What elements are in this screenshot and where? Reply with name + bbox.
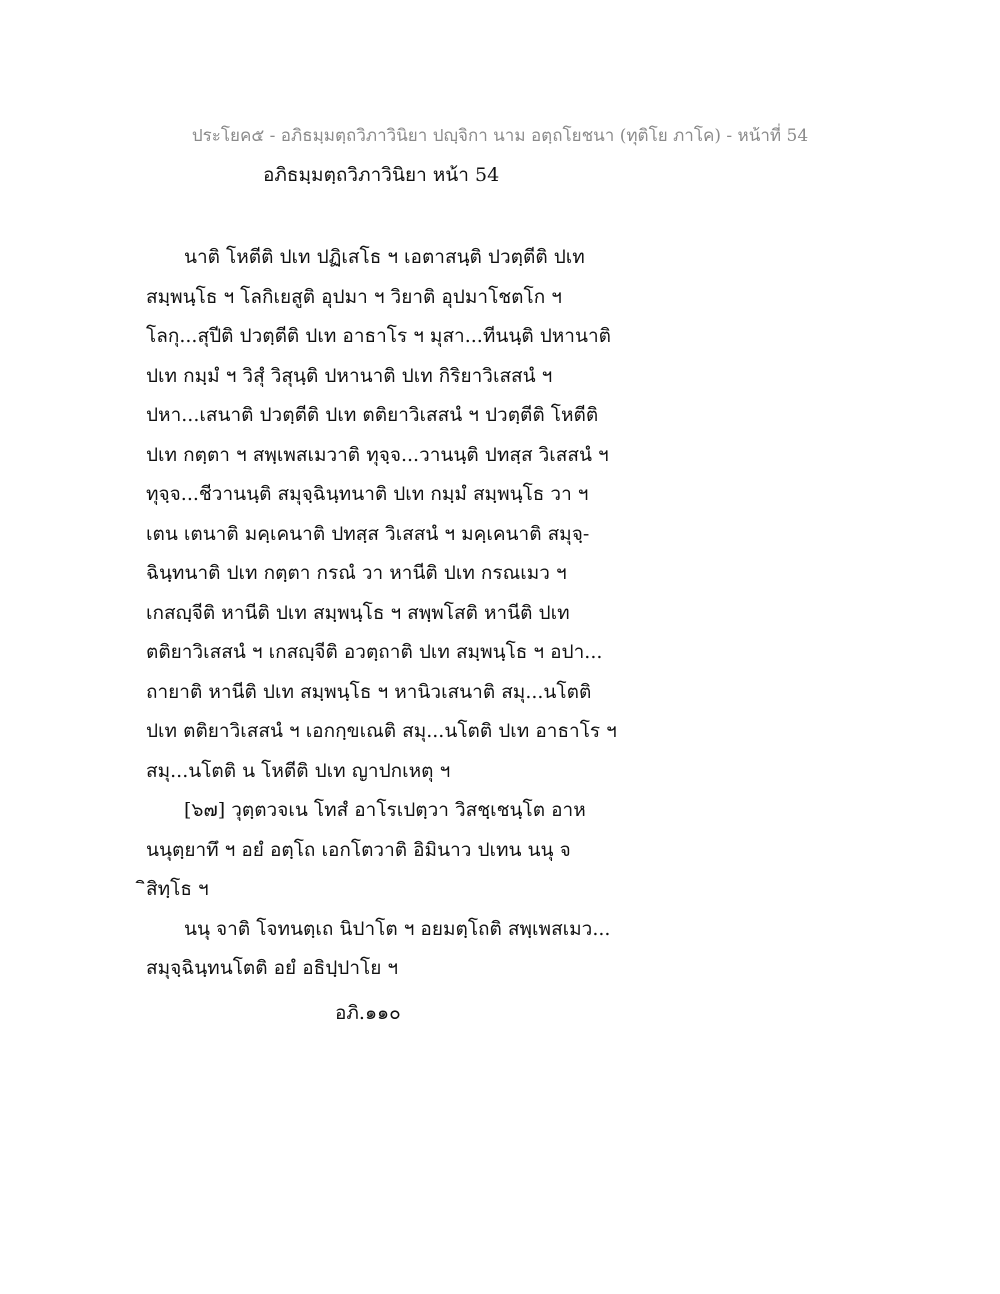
text-line: ถายาติ หานีติ ปเท สมฺพนฺโธ ฯ หานิวเสนาติ สมุ...นโตติ — [146, 680, 592, 703]
text-line: ฉินฺทนาติ ปเท กตฺตา กรณํ วา หานีติ ปเท กรณเมว ฯ — [146, 562, 567, 584]
text-line: ตติยาวิเสสนํ ฯ เกสญฺจีติ อวตฺถาติ ปเท สมฺพนฺโธ ฯ อปา... — [146, 641, 603, 663]
text-line: เกสญฺจีติ หานีติ ปเท สมฺพนฺโธ ฯ สพฺพโสติ หานีติ ปเท — [146, 601, 570, 624]
running-header-text: ประโยค๕ - อภิธมฺมตฺถวิภาวินิยา ปญฺจิกา นาม อตฺถโยชนา (ทุติโย ภาโค) - หน้าที่ 54 — [191, 126, 809, 146]
text-line: นนุ จาติ โจทนตฺเถ นิปาโต ฯ อยมตฺโถติ สพฺเพสเมว... — [184, 917, 611, 940]
text-line: ิสิทฺโธ ฯ — [146, 878, 209, 900]
text-line: เตน เตนาติ มคฺเคนาติ ปทสฺส วิเสสนํ ฯ มคฺเคนาติ สมุจฺ- — [146, 522, 590, 545]
text-line: สมุ...นโตติ น โหตีติ ปเท ญาปกเหตุ ฯ — [146, 759, 451, 782]
text-line: นาติ โหตีติ ปเท ปฏิเสโธ ฯ เอตาสนฺติ ปวตฺตีติ ปเท — [184, 246, 585, 268]
text-line: โลกุ...สุปีติ ปวตฺตีติ ปเท อาธาโร ฯ มุสา...ทีนนฺติ ปหานาติ — [146, 325, 611, 347]
text-line: ปเท กตฺตา ฯ สพฺเพสเมวาติ ทุจฺจ...วานนฺติ ปทสฺส วิเสสนํ ฯ — [146, 443, 609, 466]
text-line: นนุตฺยาทึ ฯ อยํ อตฺโถ เอกโตวาติ อิมินาว ปเทน นนุ จ — [146, 838, 571, 861]
text-line: [๖๗] วุตฺตวจเน โทสํ อาโรเปตฺวา วิสชฺเชนฺโต อาห — [184, 799, 586, 821]
running-header — [0, 122, 1000, 149]
page-footer: อภิ.๑๑๐ — [335, 1002, 401, 1024]
text-line: สมุจฺฉินฺทนโตติ อยํ อธิปฺปาโย ฯ — [146, 957, 399, 979]
body-text — [146, 238, 646, 989]
text-line: ปหา...เสนาติ ปวตฺตีติ ปเท ตติยาวิเสสนํ ฯ ปวตฺตีติ โหตีติ — [146, 404, 599, 426]
text-line: สมฺพนฺโธ ฯ โลกิเยสูติ อุปมา ฯ วิยาติ อุปมาโชตโก ฯ — [146, 285, 562, 308]
text-line: ปเท กมฺมํ ฯ วิสุํ วิสุนฺติ ปหานาติ ปเท กิริยาวิเสสนํ ฯ — [146, 364, 553, 387]
book-title: อภิธมฺมตฺถวิภาวินิยา หน้า 54 — [263, 164, 500, 186]
text-line: ทุจฺจ...ชีวานนฺติ สมุจฺฉินฺทนาติ ปเท กมฺมํ สมฺพนฺโธ วา ฯ — [146, 483, 589, 505]
text-line: ปเท ตติยาวิเสสนํ ฯ เอกกฺขเณติ สมุ...นโตติ ปเท อาธาโร ฯ — [146, 720, 617, 742]
